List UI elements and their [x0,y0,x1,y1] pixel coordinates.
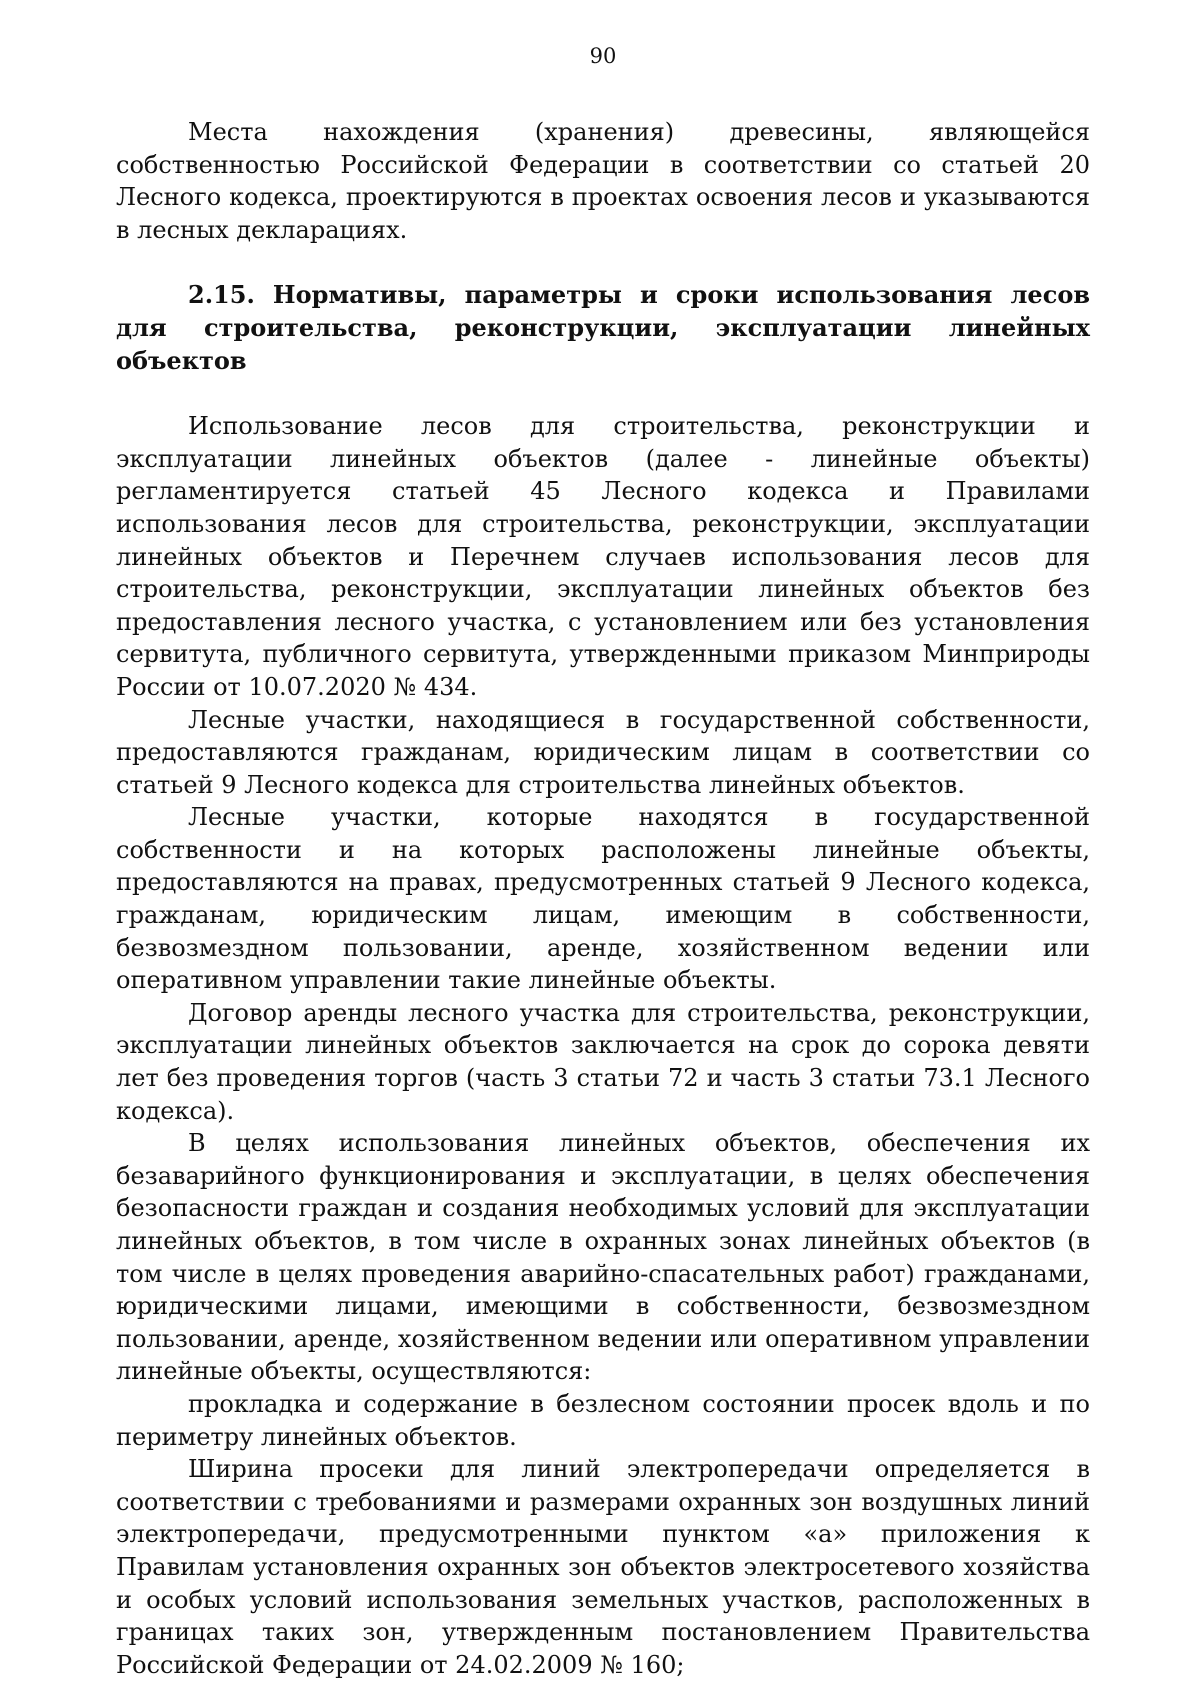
section-heading: 2.15. Нормативы, параметры и сроки использования лесов для строительства, реконструкции, эксплуатации линейных объектов [116,280,1090,375]
paragraph-3: Лесные участки, которые находятся в государственной собственности и на которых расположены линейные объекты, предоставляются на правах, предусмотренных статьей 9 Лесного кодекса, гражданам, юридическим лицам, имеющим в собственности, безвозмездном пользовании, аренде, хозяйственном ведении или оперативном управлении такие линейные объекты. [116,803,1090,995]
paragraph-6: прокладка и содержание в безлесном состоянии просек вдоль и по периметру линейных объектов. [116,1389,1090,1451]
paragraph-2: Лесные участки, находящиеся в государственной собственности, предоставляются гражданам, юридическим лицам в соответствии со статьей 9 Лесного кодекса для строительства линейных объектов. [116,705,1090,799]
paragraph-5: В целях использования линейных объектов, обеспечения их безаварийного функционирования и эксплуатации, в целях обеспечения безопасности граждан и создания необходимых условий для эксплуатации линейных объектов, в том числе в охранных зонах линейных объектов (в том числе в целях проведения аварийно-спасательных работ) гражданами, юридическими лицами, имеющими в собственности, безвозмездном пользовании, аренде, хозяйственном ведении или оперативном управлении линейные объекты, осуществляются: [116,1129,1090,1386]
document-body [116,116,1090,1681]
paragraph-1: Использование лесов для строительства, реконструкции и эксплуатации линейных объектов (далее - линейные объекты) регламентируется статьей 45 Лесного кодекса и Правилами использования лесов для строительства, реконструкции, эксплуатации линейных объектов и Перечнем случаев использования лесов для строительства, реконструкции, эксплуатации линейных объектов без предоставления лесного участка, с установлением или без установления сервитута, публичного сервитута, утвержденными приказом Минприроды России от 10.07.2020 № 434. [116,412,1090,701]
paragraph-wood-storage: Места нахождения (хранения) древесины, являющейся собственностью Российской Федерации в соответствии со статьей 20 Лесного кодекса, проектируются в проектах освоения лесов и указываются в лесных декларациях. [116,118,1090,244]
page-number: 90 [589,44,617,68]
paragraph-7: Ширина просеки для линий электропередачи определяется в соответствии с требованиями и размерами охранных зон воздушных линий электропередачи, предусмотренными пунктом «а» приложения к Правилам установления охранных зон объектов электросетевого хозяйства и особых условий использования земельных участков, расположенных в границах таких зон, утвержденным постановлением Правительства Российской Федерации от 24.02.2009 № 160; [116,1455,1090,1679]
paragraph-4: Договор аренды лесного участка для строительства, реконструкции, эксплуатации линейных объектов заключается на срок до сорока девяти лет без проведения торгов (часть 3 статьи 72 и часть 3 статьи 73.1 Лесного кодекса). [116,998,1090,1125]
